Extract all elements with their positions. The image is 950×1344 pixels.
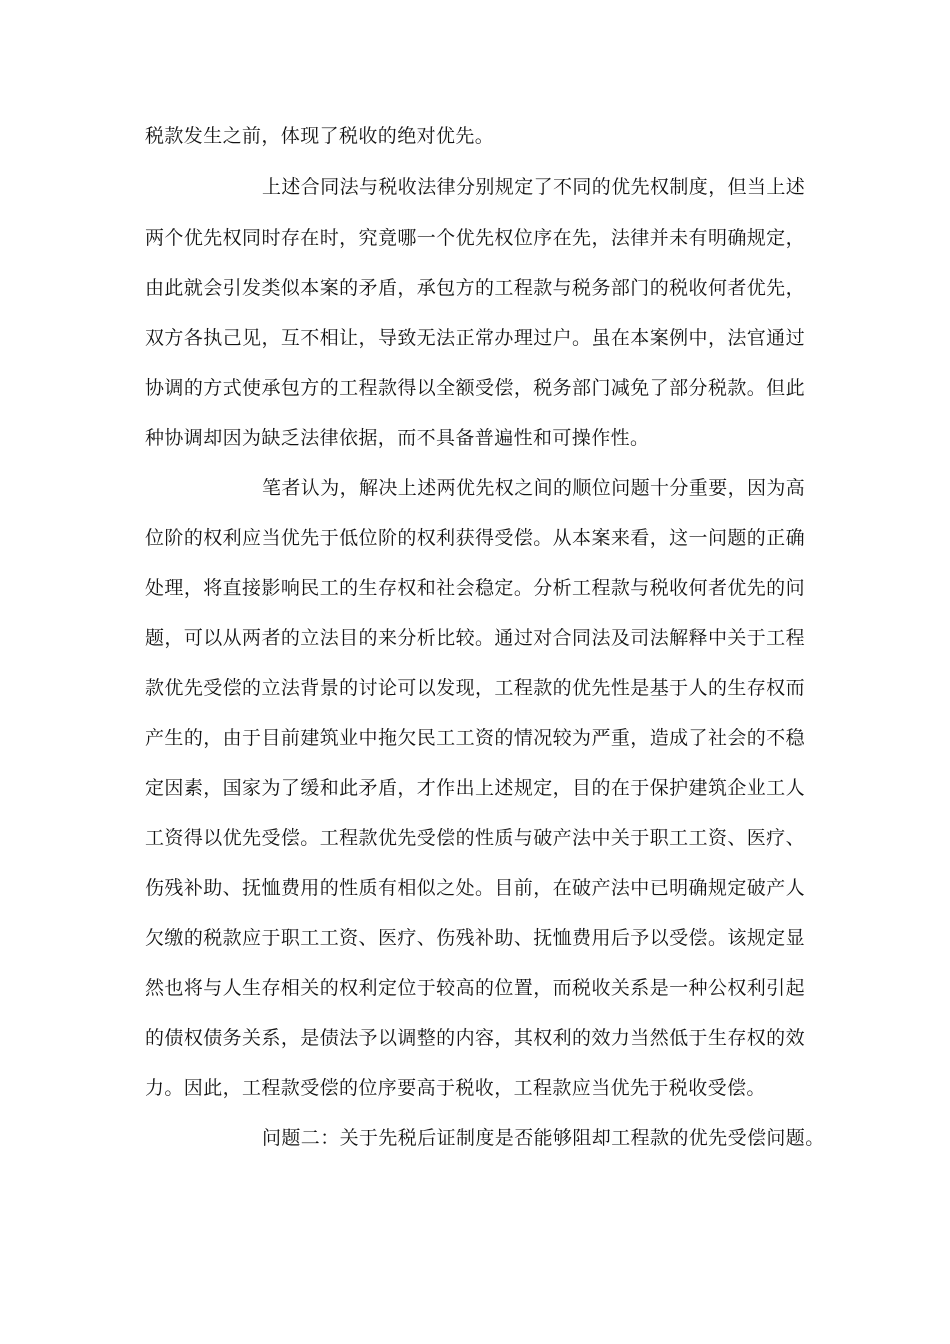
text-line: 上述合同法与税收法律分别规定了不同的优先权制度，但当上述 bbox=[262, 176, 806, 198]
text-line: 双方各执己见，互不相让，导致无法正常办理过户。虽在本案例中，法官通过 bbox=[145, 327, 805, 349]
text-line: 两个优先权同时存在时，究竟哪一个优先权位序在先，法律并未有明确规定， bbox=[145, 227, 805, 249]
text-line: 处理，将直接影响民工的生存权和社会稳定。分析工程款与税收何者优先的问 bbox=[145, 577, 805, 599]
text-line: 然也将与人生存相关的权利定位于较高的位置，而税收关系是一种公权利引起 bbox=[145, 977, 805, 999]
text-line: 笔者认为，解决上述两优先权之间的顺位问题十分重要，因为高 bbox=[262, 477, 806, 499]
text-line: 工资得以优先受偿。工程款优先受偿的性质与破产法中关于职工工资、医疗、 bbox=[145, 827, 805, 849]
text-line: 的债权债务关系，是债法予以调整的内容，其权利的效力当然低于生存权的效 bbox=[145, 1027, 805, 1049]
text-line: 位阶的权利应当优先于低位阶的权利获得受偿。从本案来看，这一问题的正确 bbox=[145, 527, 805, 549]
text-line: 力。因此，工程款受偿的位序要高于税收，工程款应当优先于税收受偿。 bbox=[145, 1077, 766, 1099]
text-line: 题，可以从两者的立法目的来分析比较。通过对合同法及司法解释中关于工程 bbox=[145, 627, 805, 649]
text-line: 种协调却因为缺乏法律依据，而不具备普遍性和可操作性。 bbox=[145, 427, 650, 449]
text-line: 由此就会引发类似本案的矛盾，承包方的工程款与税务部门的税收何者优先， bbox=[145, 277, 805, 299]
text-line: 款优先受偿的立法背景的讨论可以发现，工程款的优先性是基于人的生存权而 bbox=[145, 677, 805, 699]
text-line: 协调的方式使承包方的工程款得以全额受偿，税务部门减免了部分税款。但此 bbox=[145, 377, 805, 399]
text-line: 伤残补助、抚恤费用的性质有相似之处。目前，在破产法中已明确规定破产人 bbox=[145, 877, 805, 899]
text-line: 产生的，由于目前建筑业中拖欠民工工资的情况较为严重，造成了社会的不稳 bbox=[145, 727, 805, 749]
text-line: 欠缴的税款应于职工工资、医疗、伤残补助、抚恤费用后予以受偿。该规定显 bbox=[145, 927, 805, 949]
text-line: 定因素，国家为了缓和此矛盾，才作出上述规定，目的在于保护建筑企业工人 bbox=[145, 777, 805, 799]
text-line: 税款发生之前，体现了税收的绝对优先。 bbox=[145, 125, 495, 147]
text-line: 问题二：关于先税后证制度是否能够阻却工程款的优先受偿问题。 bbox=[262, 1127, 825, 1149]
